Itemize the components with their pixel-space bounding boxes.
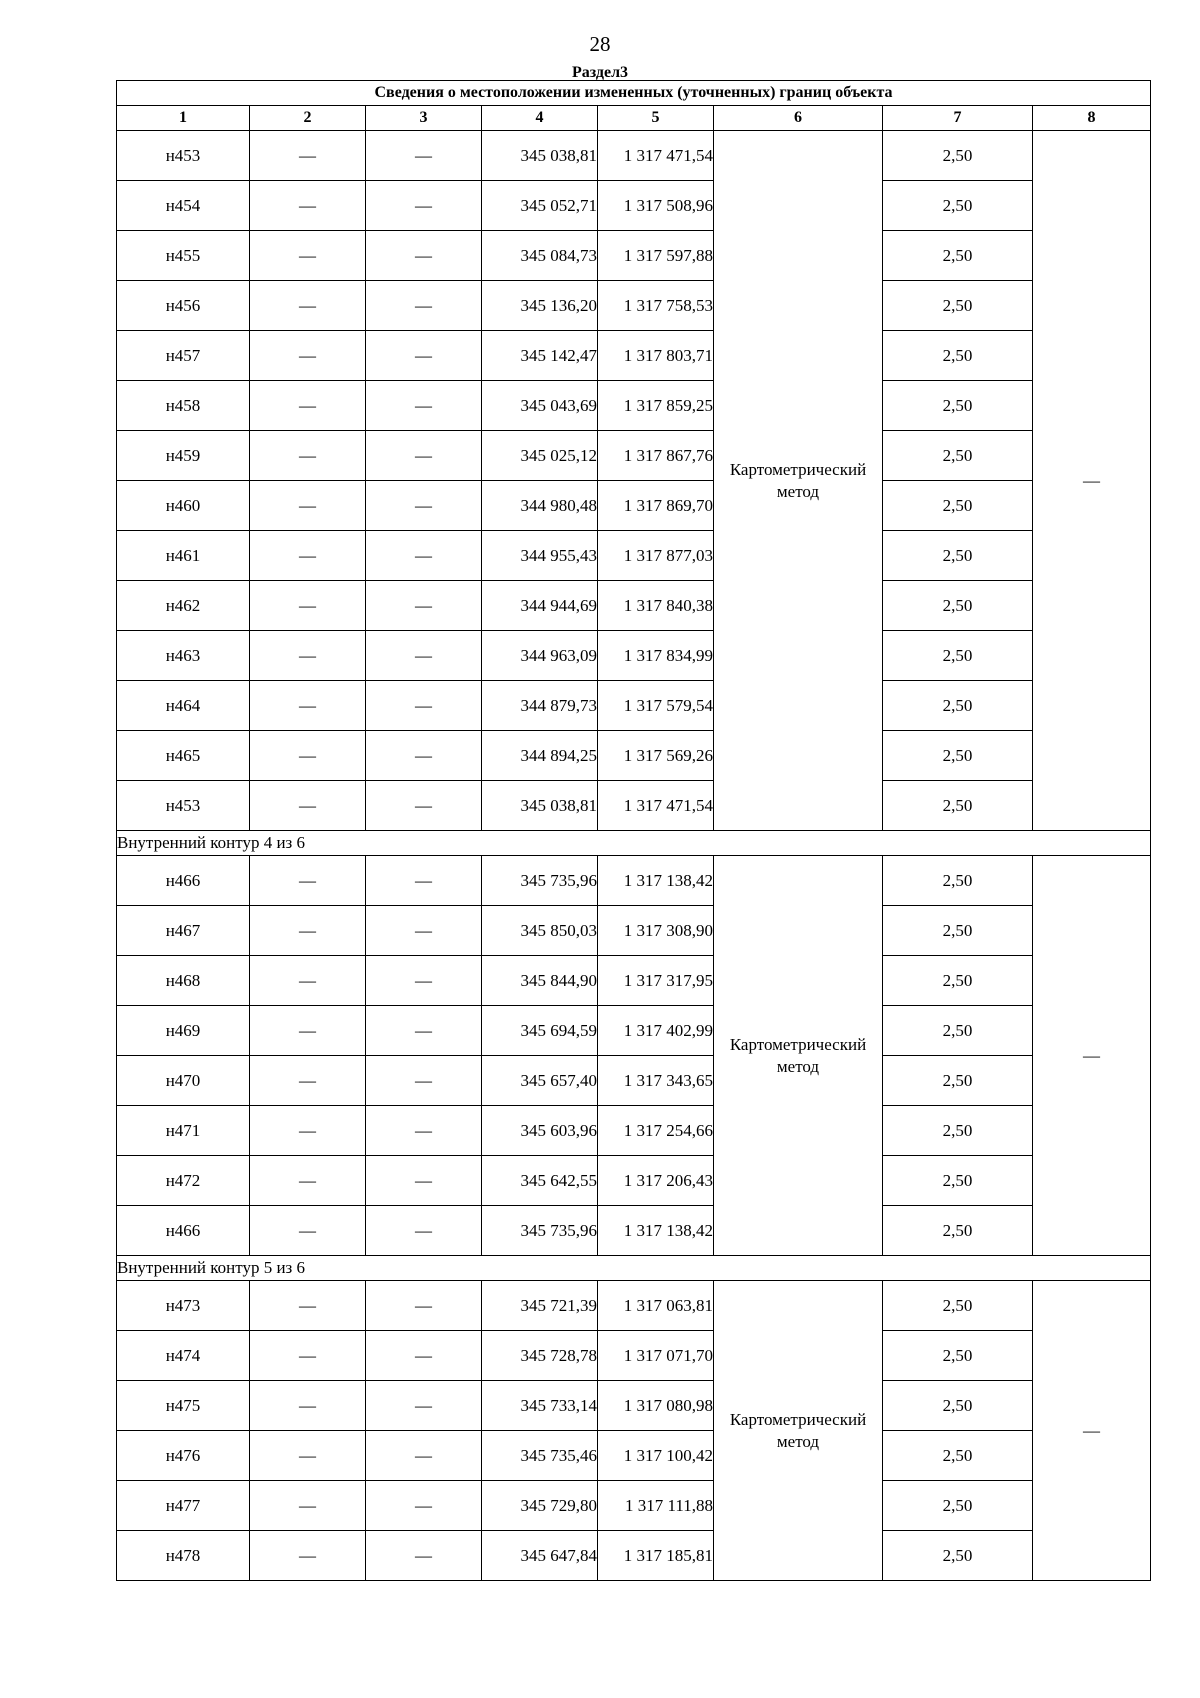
method-text: Картометрический xyxy=(729,459,867,479)
old-x-cell: — xyxy=(250,731,366,781)
table-row xyxy=(117,956,1151,1006)
point-id-cell: н476 xyxy=(117,1431,250,1481)
y-coordinate-cell: 1 317 758,53 xyxy=(598,281,714,331)
accuracy-cell: 2,50 xyxy=(883,331,1033,381)
old-x-cell: — xyxy=(250,1156,366,1206)
accuracy-cell: 2,50 xyxy=(883,1056,1033,1106)
table-row xyxy=(117,1156,1151,1206)
accuracy-cell: 2,50 xyxy=(883,1531,1033,1581)
table-body xyxy=(117,131,1151,1581)
old-x-cell: — xyxy=(250,1006,366,1056)
table-row xyxy=(117,381,1151,431)
old-x-cell: — xyxy=(250,1206,366,1256)
point-id-cell: н462 xyxy=(117,581,250,631)
x-coordinate-cell: 345 142,47 xyxy=(482,331,598,381)
accuracy-cell: 2,50 xyxy=(883,1381,1033,1431)
description-cell: — xyxy=(1033,131,1151,831)
old-x-cell: — xyxy=(250,231,366,281)
table-row xyxy=(117,1481,1151,1531)
table-row xyxy=(117,781,1151,831)
old-x-cell: — xyxy=(250,956,366,1006)
table-row xyxy=(117,1431,1151,1481)
method-cell xyxy=(714,1281,883,1581)
old-y-cell: — xyxy=(366,231,482,281)
x-coordinate-cell: 345 642,55 xyxy=(482,1156,598,1206)
accuracy-cell: 2,50 xyxy=(883,681,1033,731)
table-row xyxy=(117,681,1151,731)
y-coordinate-cell: 1 317 840,38 xyxy=(598,581,714,631)
x-coordinate-cell: 345 735,46 xyxy=(482,1431,598,1481)
x-coordinate-cell: 344 944,69 xyxy=(482,581,598,631)
x-coordinate-cell: 344 980,48 xyxy=(482,481,598,531)
y-coordinate-cell: 1 317 471,54 xyxy=(598,131,714,181)
accuracy-cell: 2,50 xyxy=(883,1106,1033,1156)
old-x-cell: — xyxy=(250,631,366,681)
table-row xyxy=(117,631,1151,681)
accuracy-cell: 2,50 xyxy=(883,1206,1033,1256)
accuracy-cell: 2,50 xyxy=(883,281,1033,331)
section-title: Раздел3 xyxy=(571,64,629,81)
old-y-cell: — xyxy=(366,906,482,956)
point-id-cell: н470 xyxy=(117,1056,250,1106)
method-text: Картометрический xyxy=(729,1034,867,1054)
old-y-cell: — xyxy=(366,1156,482,1206)
old-y-cell: — xyxy=(366,181,482,231)
table-row xyxy=(117,131,1151,181)
old-x-cell: — xyxy=(250,1056,366,1106)
accuracy-cell: 2,50 xyxy=(883,431,1033,481)
x-coordinate-cell: 345 694,59 xyxy=(482,1006,598,1056)
y-coordinate-cell: 1 317 100,42 xyxy=(598,1431,714,1481)
column-number: 7 xyxy=(883,106,1033,131)
accuracy-cell: 2,50 xyxy=(883,906,1033,956)
y-coordinate-cell: 1 317 071,70 xyxy=(598,1331,714,1381)
old-y-cell: — xyxy=(366,331,482,381)
old-y-cell: — xyxy=(366,1006,482,1056)
x-coordinate-cell: 344 963,09 xyxy=(482,631,598,681)
table-row xyxy=(117,1381,1151,1431)
accuracy-cell: 2,50 xyxy=(883,731,1033,781)
accuracy-cell: 2,50 xyxy=(883,1331,1033,1381)
column-number: 2 xyxy=(250,106,366,131)
point-id-cell: н464 xyxy=(117,681,250,731)
old-x-cell: — xyxy=(250,781,366,831)
x-coordinate-cell: 345 025,12 xyxy=(482,431,598,481)
point-id-cell: н467 xyxy=(117,906,250,956)
old-x-cell: — xyxy=(250,431,366,481)
page-number: 28 xyxy=(589,32,611,56)
y-coordinate-cell: 1 317 138,42 xyxy=(598,856,714,906)
method-text: метод xyxy=(776,1056,820,1076)
old-y-cell: — xyxy=(366,1331,482,1381)
x-coordinate-cell: 345 038,81 xyxy=(482,131,598,181)
x-coordinate-cell: 345 850,03 xyxy=(482,906,598,956)
table-row xyxy=(117,856,1151,906)
x-coordinate-cell: 345 721,39 xyxy=(482,1281,598,1331)
table-row xyxy=(117,1531,1151,1581)
y-coordinate-cell: 1 317 317,95 xyxy=(598,956,714,1006)
old-y-cell: — xyxy=(366,631,482,681)
old-x-cell: — xyxy=(250,1531,366,1581)
old-x-cell: — xyxy=(250,131,366,181)
point-id-cell: н454 xyxy=(117,181,250,231)
old-x-cell: — xyxy=(250,481,366,531)
point-id-cell: н455 xyxy=(117,231,250,281)
accuracy-cell: 2,50 xyxy=(883,181,1033,231)
x-coordinate-cell: 345 052,71 xyxy=(482,181,598,231)
accuracy-cell: 2,50 xyxy=(883,781,1033,831)
table-row xyxy=(117,331,1151,381)
old-y-cell: — xyxy=(366,781,482,831)
y-coordinate-cell: 1 317 063,81 xyxy=(598,1281,714,1331)
method-cell xyxy=(714,131,883,831)
accuracy-cell: 2,50 xyxy=(883,1481,1033,1531)
old-y-cell: — xyxy=(366,131,482,181)
point-id-cell: н472 xyxy=(117,1156,250,1206)
old-x-cell: — xyxy=(250,906,366,956)
contour-label: Внутренний контур 5 из 6 xyxy=(117,1256,1151,1281)
point-id-cell: н458 xyxy=(117,381,250,431)
x-coordinate-cell: 345 647,84 xyxy=(482,1531,598,1581)
table-row xyxy=(117,1206,1151,1256)
method-cell xyxy=(714,856,883,1256)
old-x-cell: — xyxy=(250,381,366,431)
old-x-cell: — xyxy=(250,681,366,731)
table-row xyxy=(117,431,1151,481)
accuracy-cell: 2,50 xyxy=(883,481,1033,531)
y-coordinate-cell: 1 317 867,76 xyxy=(598,431,714,481)
column-number: 6 xyxy=(714,106,883,131)
point-id-cell: н469 xyxy=(117,1006,250,1056)
point-id-cell: н478 xyxy=(117,1531,250,1581)
table-row xyxy=(117,481,1151,531)
old-y-cell: — xyxy=(366,1381,482,1431)
old-x-cell: — xyxy=(250,1431,366,1481)
old-y-cell: — xyxy=(366,381,482,431)
accuracy-cell: 2,50 xyxy=(883,381,1033,431)
accuracy-cell: 2,50 xyxy=(883,856,1033,906)
old-y-cell: — xyxy=(366,731,482,781)
y-coordinate-cell: 1 317 343,65 xyxy=(598,1056,714,1106)
method-text: метод xyxy=(776,481,820,501)
y-coordinate-cell: 1 317 138,42 xyxy=(598,1206,714,1256)
y-coordinate-cell: 1 317 869,70 xyxy=(598,481,714,531)
old-y-cell: — xyxy=(366,1056,482,1106)
table-row xyxy=(117,531,1151,581)
accuracy-cell: 2,50 xyxy=(883,1281,1033,1331)
y-coordinate-cell: 1 317 877,03 xyxy=(598,531,714,581)
point-id-cell: н457 xyxy=(117,331,250,381)
old-x-cell: — xyxy=(250,856,366,906)
y-coordinate-cell: 1 317 080,98 xyxy=(598,1381,714,1431)
old-x-cell: — xyxy=(250,531,366,581)
x-coordinate-cell: 345 844,90 xyxy=(482,956,598,1006)
x-coordinate-cell: 345 603,96 xyxy=(482,1106,598,1156)
point-id-cell: н466 xyxy=(117,1206,250,1256)
x-coordinate-cell: 345 136,20 xyxy=(482,281,598,331)
old-x-cell: — xyxy=(250,331,366,381)
table-row xyxy=(117,731,1151,781)
table-row xyxy=(117,1056,1151,1106)
point-id-cell: н466 xyxy=(117,856,250,906)
point-id-cell: н453 xyxy=(117,131,250,181)
point-id-cell: н475 xyxy=(117,1381,250,1431)
old-y-cell: — xyxy=(366,1481,482,1531)
old-y-cell: — xyxy=(366,581,482,631)
old-y-cell: — xyxy=(366,1431,482,1481)
x-coordinate-cell: 345 733,14 xyxy=(482,1381,598,1431)
old-x-cell: — xyxy=(250,1331,366,1381)
y-coordinate-cell: 1 317 597,88 xyxy=(598,231,714,281)
table-row xyxy=(117,1006,1151,1056)
old-x-cell: — xyxy=(250,1481,366,1531)
x-coordinate-cell: 345 084,73 xyxy=(482,231,598,281)
old-y-cell: — xyxy=(366,681,482,731)
point-id-cell: н477 xyxy=(117,1481,250,1531)
old-y-cell: — xyxy=(366,481,482,531)
x-coordinate-cell: 345 735,96 xyxy=(482,1206,598,1256)
point-id-cell: н459 xyxy=(117,431,250,481)
y-coordinate-cell: 1 317 859,25 xyxy=(598,381,714,431)
old-y-cell: — xyxy=(366,1106,482,1156)
table-row xyxy=(117,281,1151,331)
y-coordinate-cell: 1 317 471,54 xyxy=(598,781,714,831)
table-row xyxy=(117,581,1151,631)
column-number: 8 xyxy=(1033,106,1151,131)
accuracy-cell: 2,50 xyxy=(883,956,1033,1006)
point-id-cell: н460 xyxy=(117,481,250,531)
point-id-cell: н456 xyxy=(117,281,250,331)
accuracy-cell: 2,50 xyxy=(883,231,1033,281)
old-y-cell: — xyxy=(366,431,482,481)
accuracy-cell: 2,50 xyxy=(883,131,1033,181)
table-row xyxy=(117,906,1151,956)
y-coordinate-cell: 1 317 402,99 xyxy=(598,1006,714,1056)
x-coordinate-cell: 344 879,73 xyxy=(482,681,598,731)
method-text: Картометрический xyxy=(729,1409,867,1429)
column-number: 4 xyxy=(482,106,598,131)
x-coordinate-cell: 345 728,78 xyxy=(482,1331,598,1381)
accuracy-cell: 2,50 xyxy=(883,1006,1033,1056)
y-coordinate-cell: 1 317 111,88 xyxy=(598,1481,714,1531)
table-row xyxy=(117,231,1151,281)
method-text: метод xyxy=(776,1431,820,1451)
contour-label-row xyxy=(117,831,1151,856)
y-coordinate-cell: 1 317 508,96 xyxy=(598,181,714,231)
column-number: 5 xyxy=(598,106,714,131)
x-coordinate-cell: 345 043,69 xyxy=(482,381,598,431)
old-x-cell: — xyxy=(250,181,366,231)
point-id-cell: н474 xyxy=(117,1331,250,1381)
point-id-cell: н473 xyxy=(117,1281,250,1331)
old-x-cell: — xyxy=(250,1281,366,1331)
contour-label: Внутренний контур 4 из 6 xyxy=(117,831,1151,856)
table-row xyxy=(117,1106,1151,1156)
column-number: 1 xyxy=(117,106,250,131)
old-x-cell: — xyxy=(250,1106,366,1156)
accuracy-cell: 2,50 xyxy=(883,531,1033,581)
accuracy-cell: 2,50 xyxy=(883,1156,1033,1206)
point-id-cell: н465 xyxy=(117,731,250,781)
old-y-cell: — xyxy=(366,1531,482,1581)
old-x-cell: — xyxy=(250,281,366,331)
point-id-cell: н453 xyxy=(117,781,250,831)
y-coordinate-cell: 1 317 803,71 xyxy=(598,331,714,381)
old-x-cell: — xyxy=(250,581,366,631)
column-number: 3 xyxy=(366,106,482,131)
old-x-cell: — xyxy=(250,1381,366,1431)
accuracy-cell: 2,50 xyxy=(883,581,1033,631)
point-id-cell: н468 xyxy=(117,956,250,1006)
point-id-cell: н463 xyxy=(117,631,250,681)
y-coordinate-cell: 1 317 206,43 xyxy=(598,1156,714,1206)
old-y-cell: — xyxy=(366,1206,482,1256)
x-coordinate-cell: 344 955,43 xyxy=(482,531,598,581)
description-cell: — xyxy=(1033,856,1151,1256)
x-coordinate-cell: 345 038,81 xyxy=(482,781,598,831)
point-id-cell: н461 xyxy=(117,531,250,581)
old-y-cell: — xyxy=(366,1281,482,1331)
y-coordinate-cell: 1 317 569,26 xyxy=(598,731,714,781)
y-coordinate-cell: 1 317 185,81 xyxy=(598,1531,714,1581)
x-coordinate-cell: 344 894,25 xyxy=(482,731,598,781)
description-cell: — xyxy=(1033,1281,1151,1581)
old-y-cell: — xyxy=(366,531,482,581)
y-coordinate-cell: 1 317 254,66 xyxy=(598,1106,714,1156)
y-coordinate-cell: 1 317 834,99 xyxy=(598,631,714,681)
x-coordinate-cell: 345 735,96 xyxy=(482,856,598,906)
accuracy-cell: 2,50 xyxy=(883,631,1033,681)
point-id-cell: н471 xyxy=(117,1106,250,1156)
old-y-cell: — xyxy=(366,281,482,331)
table-row xyxy=(117,181,1151,231)
table-caption: Сведения о местоположении измененных (уточненных) границ объекта xyxy=(117,81,1151,106)
y-coordinate-cell: 1 317 308,90 xyxy=(598,906,714,956)
contour-label-row xyxy=(117,1256,1151,1281)
old-y-cell: — xyxy=(366,856,482,906)
boundary-coordinates-table xyxy=(116,80,1151,1581)
old-y-cell: — xyxy=(366,956,482,1006)
x-coordinate-cell: 345 729,80 xyxy=(482,1481,598,1531)
table-row xyxy=(117,1281,1151,1331)
y-coordinate-cell: 1 317 579,54 xyxy=(598,681,714,731)
table-row xyxy=(117,1331,1151,1381)
accuracy-cell: 2,50 xyxy=(883,1431,1033,1481)
x-coordinate-cell: 345 657,40 xyxy=(482,1056,598,1106)
